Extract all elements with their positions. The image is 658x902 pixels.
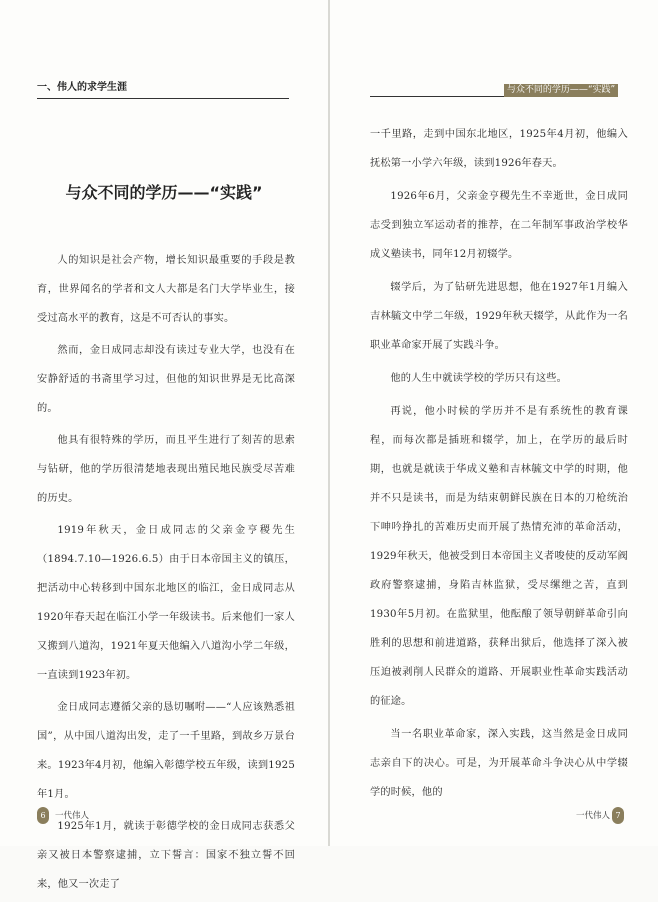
left-body-text [37,246,295,902]
paragraph: 1925年1月，就读于彰德学校的金日成同志获悉父亲又被日本警察逮捕，立下誓言：国家不独立誓不回来，他又一次走了 [37,821,295,890]
paragraph: 当一名职业革命家，深入实践，这当然是金日成同志亲自下的决心。可是，为开展革命斗争决心从中学辍学的时候，他的 [370,729,628,798]
paragraph: 辍学后，为了钻研先进思想，他在1927年1月编入吉林毓文中学二年级，1929年秋天辍学，从此作为一名职业革命家开展了实践斗争。 [370,282,628,351]
page-number: 7 [612,807,624,824]
paragraph: 金日成同志遵循父亲的恳切嘱咐——“人应该熟悉祖国”，从中国八道沟出发，走了一千里路，到故乡万景台来。1923年4月初，他编入彰德学校五年级，读到1925年1月。 [37,702,295,800]
paragraph: 他的人生中就读学校的学历只有这些。 [390,373,567,384]
page-title: 与众不同的学历——“实践” [65,183,263,202]
left-page [0,0,328,890]
paragraph: 1919年秋天，金日成同志的父亲金亨稷先生（1894.7.10—1926.6.5）由于日本帝国主义的镇压，把活动中心转移到中国东北地区的临江，金日成同志从1920年春天起在临江小学一年级读书。后来他们一家人又搬到八道沟，1921年夏天他编入八道沟小学二年级，一直读到1923年初。 [37,525,295,681]
paragraph: 再说，他小时候的学历并不是有系统性的教育课程，而每次都是插班和辍学，加上，在学历的最后时期，也就是就读于华成义塾和吉林毓文中学的时期，他并不只是读书，而是为结束朝鲜民族在日本的刀枪统治下呻吟挣扎的苦难历史而开展了热情充沛的革命活动，1929年秋天，他被受到日本帝国主义者唆使的反动军阀政府警察逮捕，身陷吉林监狱，受尽缧绁之苦，直到1930年5月初。在监狱里，他酝酿了领导朝鲜革命引向胜利的思想和前进道路，获释出狱后，他选择了深入被压迫被剥削人民群众的道路、开展职业性革命实践活动的征途。 [370,406,628,707]
paragraph: 一千里路，走到中国东北地区，1925年4月初，他编入抚松第一小学六年级，读到1926年春天。 [370,129,628,169]
footer-book-title: 一代伟人 [55,811,90,821]
paragraph: 1926年6月，父亲金亨稷先生不幸逝世，金日成同志受到独立军运动者的推荐，在二年制军事政治学校华成义塾读书，同年12月初辍学。 [370,191,628,260]
paragraph: 他具有很特殊的学历，而且平生进行了刻苦的思索与钻研，他的学历很清楚地表现出殖民地民族受尽苦难的历史。 [37,435,295,504]
chapter-header: 一、伟人的求学生涯 [37,78,289,99]
paragraph: 人的知识是社会产物，增长知识最重要的手段是教育，世界闻名的学者和文人大都是名门大学毕业生，接受过高水平的教育，这是不可否认的事实。 [37,255,295,324]
footer-book-title: 一代伟人 [576,811,611,821]
page-number: 6 [37,807,49,824]
section-tag: 与众不同的学历——“实践” [504,84,618,97]
paragraph: 然而，金日成同志却没有读过专业大学，也没有在安静舒适的书斋里学习过，但他的知识世界是无比高深的。 [37,345,295,414]
right-body-text [370,120,628,811]
right-page [330,0,658,846]
